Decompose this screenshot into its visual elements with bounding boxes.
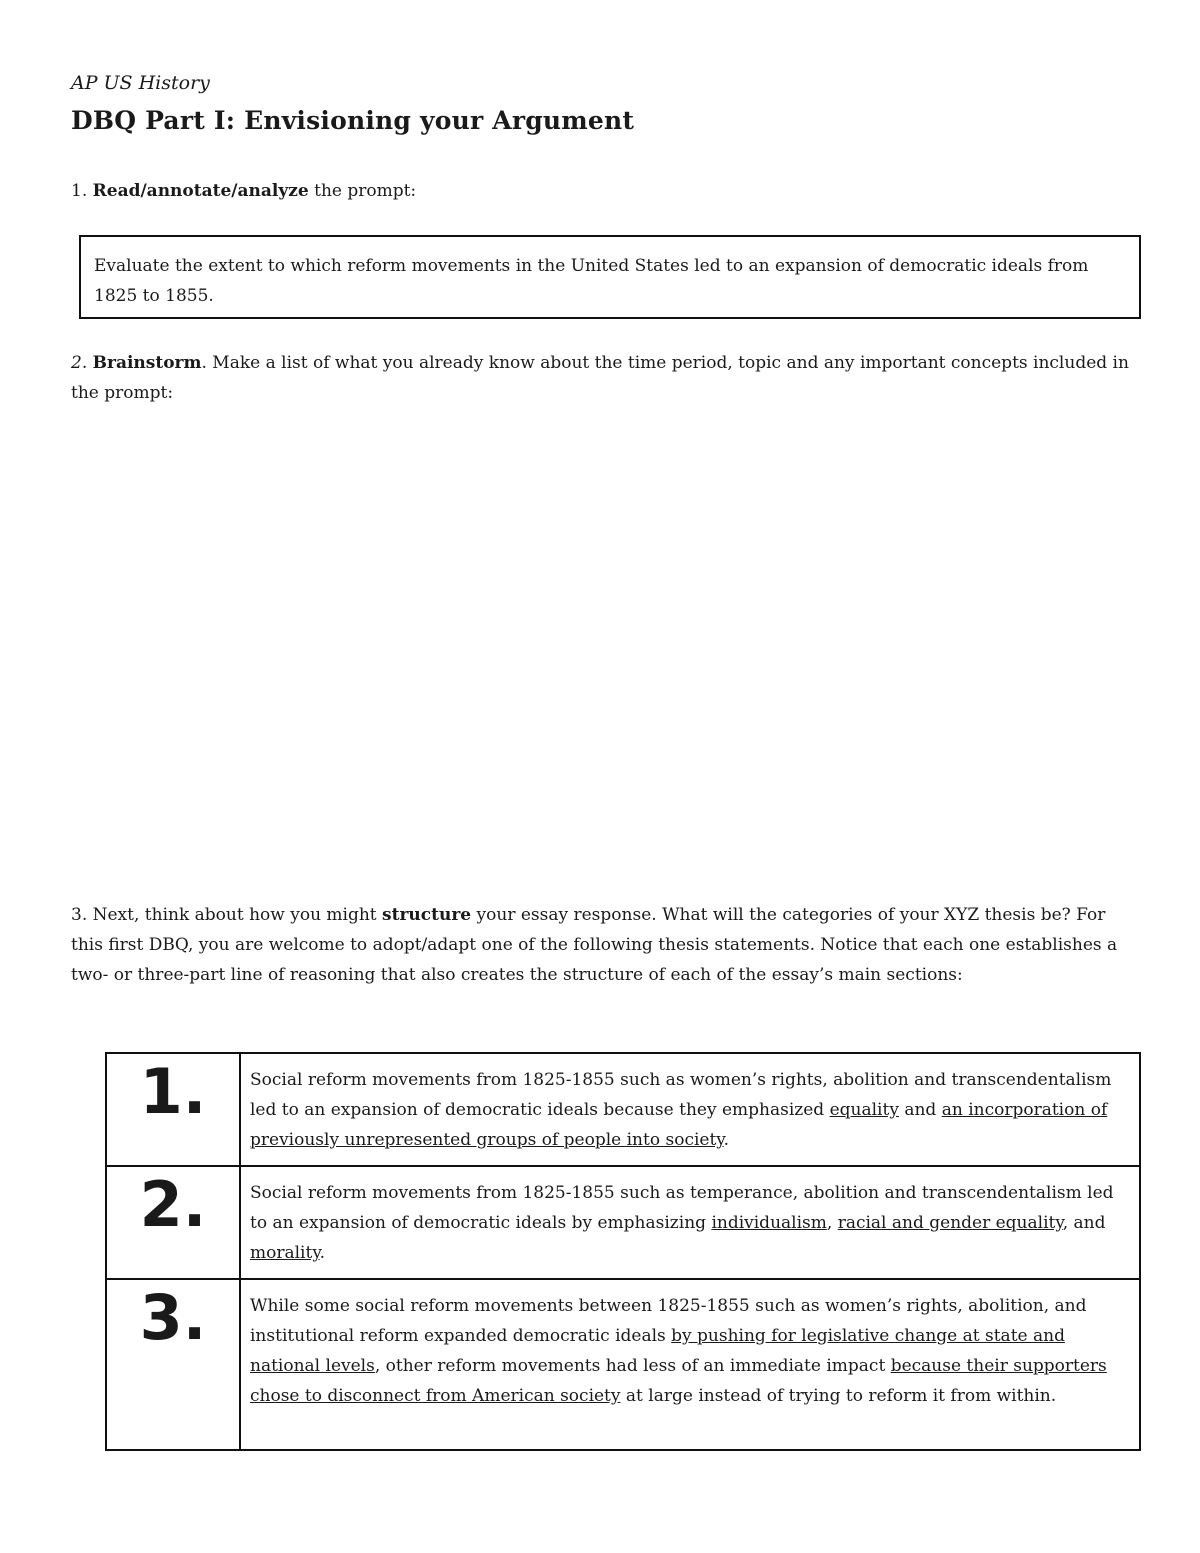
step-1-keyword: Read/annotate/analyze xyxy=(92,181,309,201)
step-1-text: the prompt: xyxy=(308,181,417,201)
thesis-table xyxy=(105,1052,1141,1451)
thesis-underlined: individualism xyxy=(711,1213,827,1233)
thesis-number: 1. xyxy=(106,1053,240,1166)
thesis-segment: Social reform movements from 1825-1855 such as women’s rights, abolition and transcendentalism led to an expansion of democratic ideals because they emphasized xyxy=(250,1070,1112,1120)
prompt-text: Evaluate the extent to which reform movements in the United States led to an expansion of democratic ideals from 1825 to 1855. xyxy=(94,256,1089,306)
step-3-text-start: 3. Next, think about how you might xyxy=(71,905,383,925)
thesis-segment: Social reform movements from 1825-1855 such as temperance, abolition and transcendentalism led to an expansion of democratic ideals by emphasizing xyxy=(250,1183,1114,1233)
thesis-row xyxy=(106,1166,1140,1279)
step-1-number: 1. xyxy=(71,181,93,201)
thesis-number: 3. xyxy=(106,1279,240,1450)
step-2-text: . Make a list of what you already know about the time period, topic and any important concepts included in the prompt: xyxy=(71,353,1129,403)
thesis-underlined: because their supporters chose to disconnect from American society xyxy=(250,1356,1107,1406)
step-3-text-end: your essay response. What will the categories of your XYZ thesis be? For this first DBQ, you are welcome to adopt/adapt one of the following thesis statements. Notice that each one establishes a two- or three-part line of reasoning that also creates the structure of each of the essay’s main sections: xyxy=(71,905,1118,985)
thesis-text xyxy=(240,1279,1140,1450)
step-3-instruction xyxy=(71,900,1141,990)
thesis-underlined: racial and gender equality xyxy=(837,1213,1063,1233)
course-name: AP US History xyxy=(71,72,210,94)
thesis-text xyxy=(240,1053,1140,1166)
thesis-segment: , other reform movements had less of an immediate impact xyxy=(374,1356,891,1376)
thesis-segment: While some social reform movements between 1825-1855 such as women’s rights, abolition, and institutional reform expanded democratic ideals xyxy=(250,1296,1087,1346)
thesis-underlined: by pushing for legislative change at state and national levels xyxy=(250,1326,1065,1376)
step-2-number: 2. xyxy=(71,353,93,373)
step-2-instruction xyxy=(71,348,1131,408)
thesis-segment: and xyxy=(898,1100,942,1120)
thesis-number: 2. xyxy=(106,1166,240,1279)
thesis-segment: at large instead of trying to reform it from within. xyxy=(620,1386,1057,1406)
step-2-keyword: Brainstorm xyxy=(92,353,202,373)
thesis-segment: . xyxy=(319,1243,326,1263)
step-1-instruction xyxy=(71,176,416,206)
page-title: DBQ Part I: Envisioning your Argument xyxy=(71,106,635,135)
thesis-underlined: equality xyxy=(829,1100,899,1120)
prompt-box xyxy=(79,235,1141,319)
thesis-segment: . xyxy=(723,1130,730,1150)
thesis-segment: , and xyxy=(1062,1213,1106,1233)
thesis-underlined: morality xyxy=(250,1243,320,1263)
step-3-keyword: structure xyxy=(382,905,472,925)
thesis-row xyxy=(106,1053,1140,1166)
thesis-segment: , xyxy=(826,1213,838,1233)
thesis-text xyxy=(240,1166,1140,1279)
thesis-underlined: an incorporation of previously unrepresented groups of people into society xyxy=(250,1100,1108,1150)
thesis-row xyxy=(106,1279,1140,1450)
